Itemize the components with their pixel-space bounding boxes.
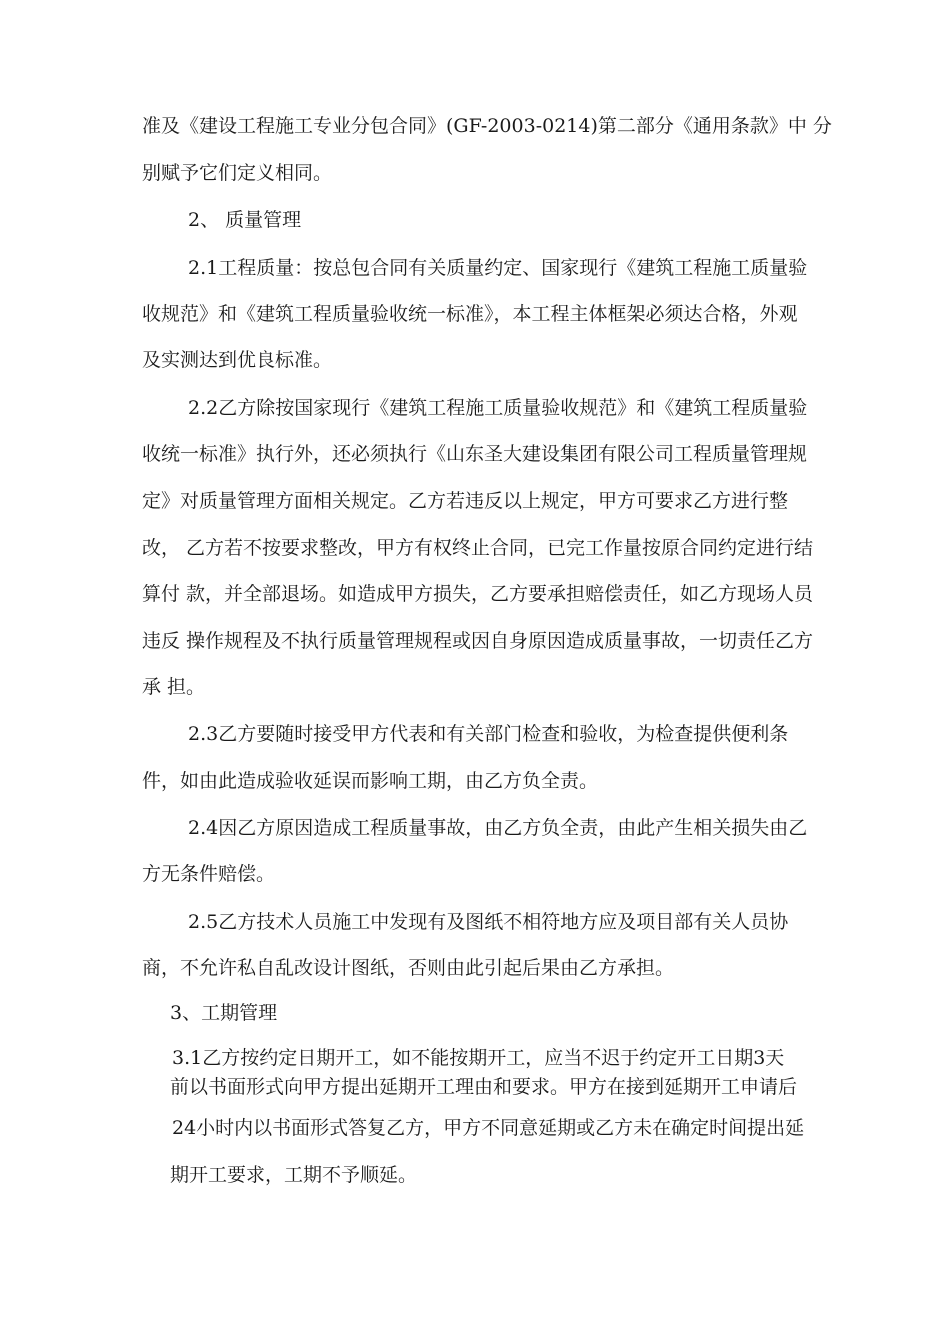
text-line: 违反 操作规程及不执行质量管理规程或因自身原因造成质量事故，一切责任乙方 — [142, 630, 814, 652]
text-line: 24小时内以书面形式答复乙方，甲方不同意延期或乙方未在确定时间提出延 — [172, 1117, 805, 1139]
text-line: 前以书面形式向甲方提出延期开工理由和要求。甲方在接到延期开工申请后 — [170, 1076, 798, 1098]
text-line: 改， 乙方若不按要求整改，甲方有权终止合同，已完工作量按原合同约定进行结 — [142, 537, 814, 559]
text-line: 2.1工程质量：按总包合同有关质量约定、国家现行《建筑工程施工质量验 — [188, 257, 808, 279]
text-line: 2.2乙方除按国家现行《建筑工程施工质量验收规范》和《建筑工程质量验 — [188, 397, 808, 419]
text-line: 2.5乙方技术人员施工中发现有及图纸不相符地方应及项目部有关人员协 — [188, 911, 789, 933]
text-line: 准及《建设工程施工专业分包合同》(GF-2003-0214)第二部分《通用条款》中 分 — [142, 115, 832, 137]
text-line: 件，如由此造成验收延误而影响工期，由乙方负全责。 — [142, 770, 599, 792]
text-line: 定》对质量管理方面相关规定。乙方若违反以上规定，甲方可要求乙方进行整 — [142, 490, 789, 512]
section-heading: 2、 质量管理 — [188, 209, 302, 231]
text-line: 及实测达到优良标准。 — [142, 349, 333, 371]
text-line: 收规范》和《建筑工程质量验收统一标准》，本工程主体框架必须达合格，外观 — [142, 303, 798, 325]
text-line: 算付 款，并全部退场。如造成甲方损失，乙方要承担赔偿责任，如乙方现场人员 — [142, 583, 814, 605]
text-line: 商，不允许私自乱改设计图纸，否则由此引起后果由乙方承担。 — [142, 957, 675, 979]
text-line: 方无条件赔偿。 — [142, 863, 276, 885]
text-line: 2.4因乙方原因造成工程质量事故，由乙方负全责，由此产生相关损失由乙 — [188, 817, 808, 839]
text-line: 收统一标准》执行外，还必须执行《山东圣大建设集团有限公司工程质量管理规 — [142, 443, 808, 465]
text-line: 期开工要求，工期不予顺延。 — [170, 1164, 418, 1186]
text-line: 2.3乙方要随时接受甲方代表和有关部门检查和验收，为检查提供便利条 — [188, 723, 789, 745]
text-line: 3.1乙方按约定日期开工，如不能按期开工，应当不迟于约定开工日期3天 — [172, 1047, 785, 1069]
section-heading: 3、工期管理 — [170, 1002, 278, 1024]
text-line: 承 担。 — [142, 676, 206, 698]
text-line: 别赋予它们定义相同。 — [142, 162, 333, 184]
